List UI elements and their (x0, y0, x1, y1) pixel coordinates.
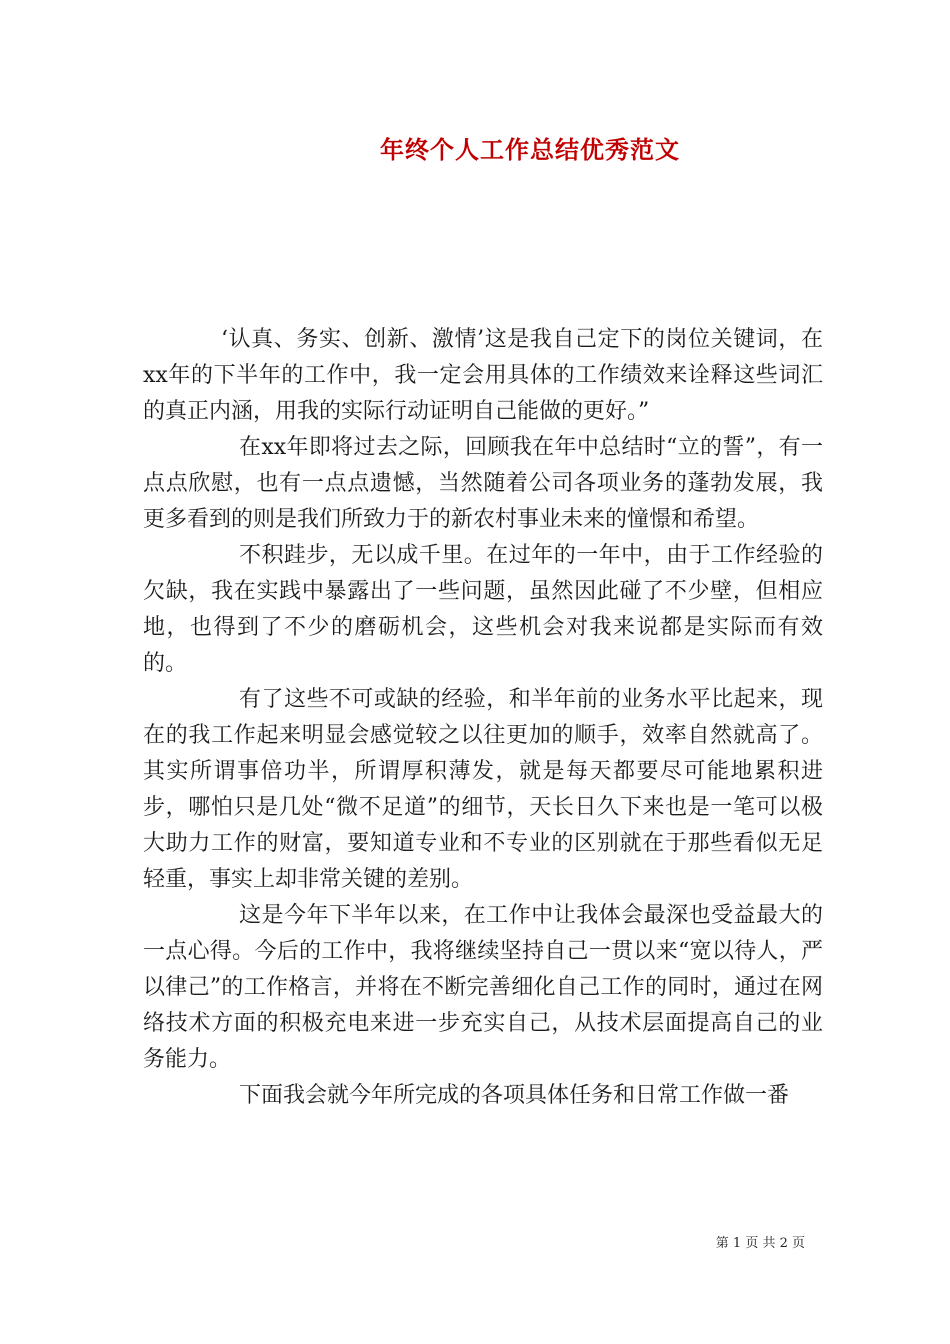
paragraph-6: 下面我会就今年所完成的各项具体任务和日常工作做一番 (239, 1083, 790, 1108)
page-number-footer: 第 1 页 共 2 页 (715, 1236, 805, 1251)
document-body (143, 322, 823, 1114)
paragraph-5: 这是今年下半年以来，在工作中让我体会最深也受益最大的一点心得。今后的工作中，我将继续坚持自己一贯以来“宽以待人，严以律己”的工作格言，并将在不断完善细化自己工作的同时，通过在网络技术方面的积极充电来进一步充实自己，从技术层面提高自己的业务能力。 (143, 903, 823, 1072)
paragraph-2: 在xx年即将过去之际，回顾我在年中总结时“立的誓”，有一点点欣慰，也有一点点遗憾，当然随着公司各项业务的蓬勃发展，我更多看到的则是我们所致力于的新农村事业未来的憧憬和希望。 (143, 435, 823, 532)
paragraph-1: ‘认真、务实、创新、激情’这是我自己定下的岗位关键词，在xx年的下半年的工作中，我一定会用具体的工作绩效来诠释这些词汇的真正内涵，用我的实际行动证明自己能做的更好。” (143, 327, 823, 424)
paragraph-4: 有了这些不可或缺的经验，和半年前的业务水平比起来，现在的我工作起来明显会感觉较之以往更加的顺手，效率自然就高了。其实所谓事倍功半，所谓厚积薄发，就是每天都要尽可能地累积进步，哪怕只是几处“微不足道”的细节，天长日久下来也是一笔可以极大助力工作的财富，要知道专业和不专业的区别就在于那些看似无足轻重，事实上却非常关键的差别。 (143, 687, 823, 892)
paragraph-3: 不积跬步，无以成千里。在过年的一年中，由于工作经验的欠缺，我在实践中暴露出了一些问题，虽然因此碰了不少壁，但相应地，也得到了不少的磨砺机会，这些机会对我来说都是实际而有效的。 (143, 543, 823, 676)
document-title: 年终个人工作总结优秀范文 (380, 135, 680, 164)
